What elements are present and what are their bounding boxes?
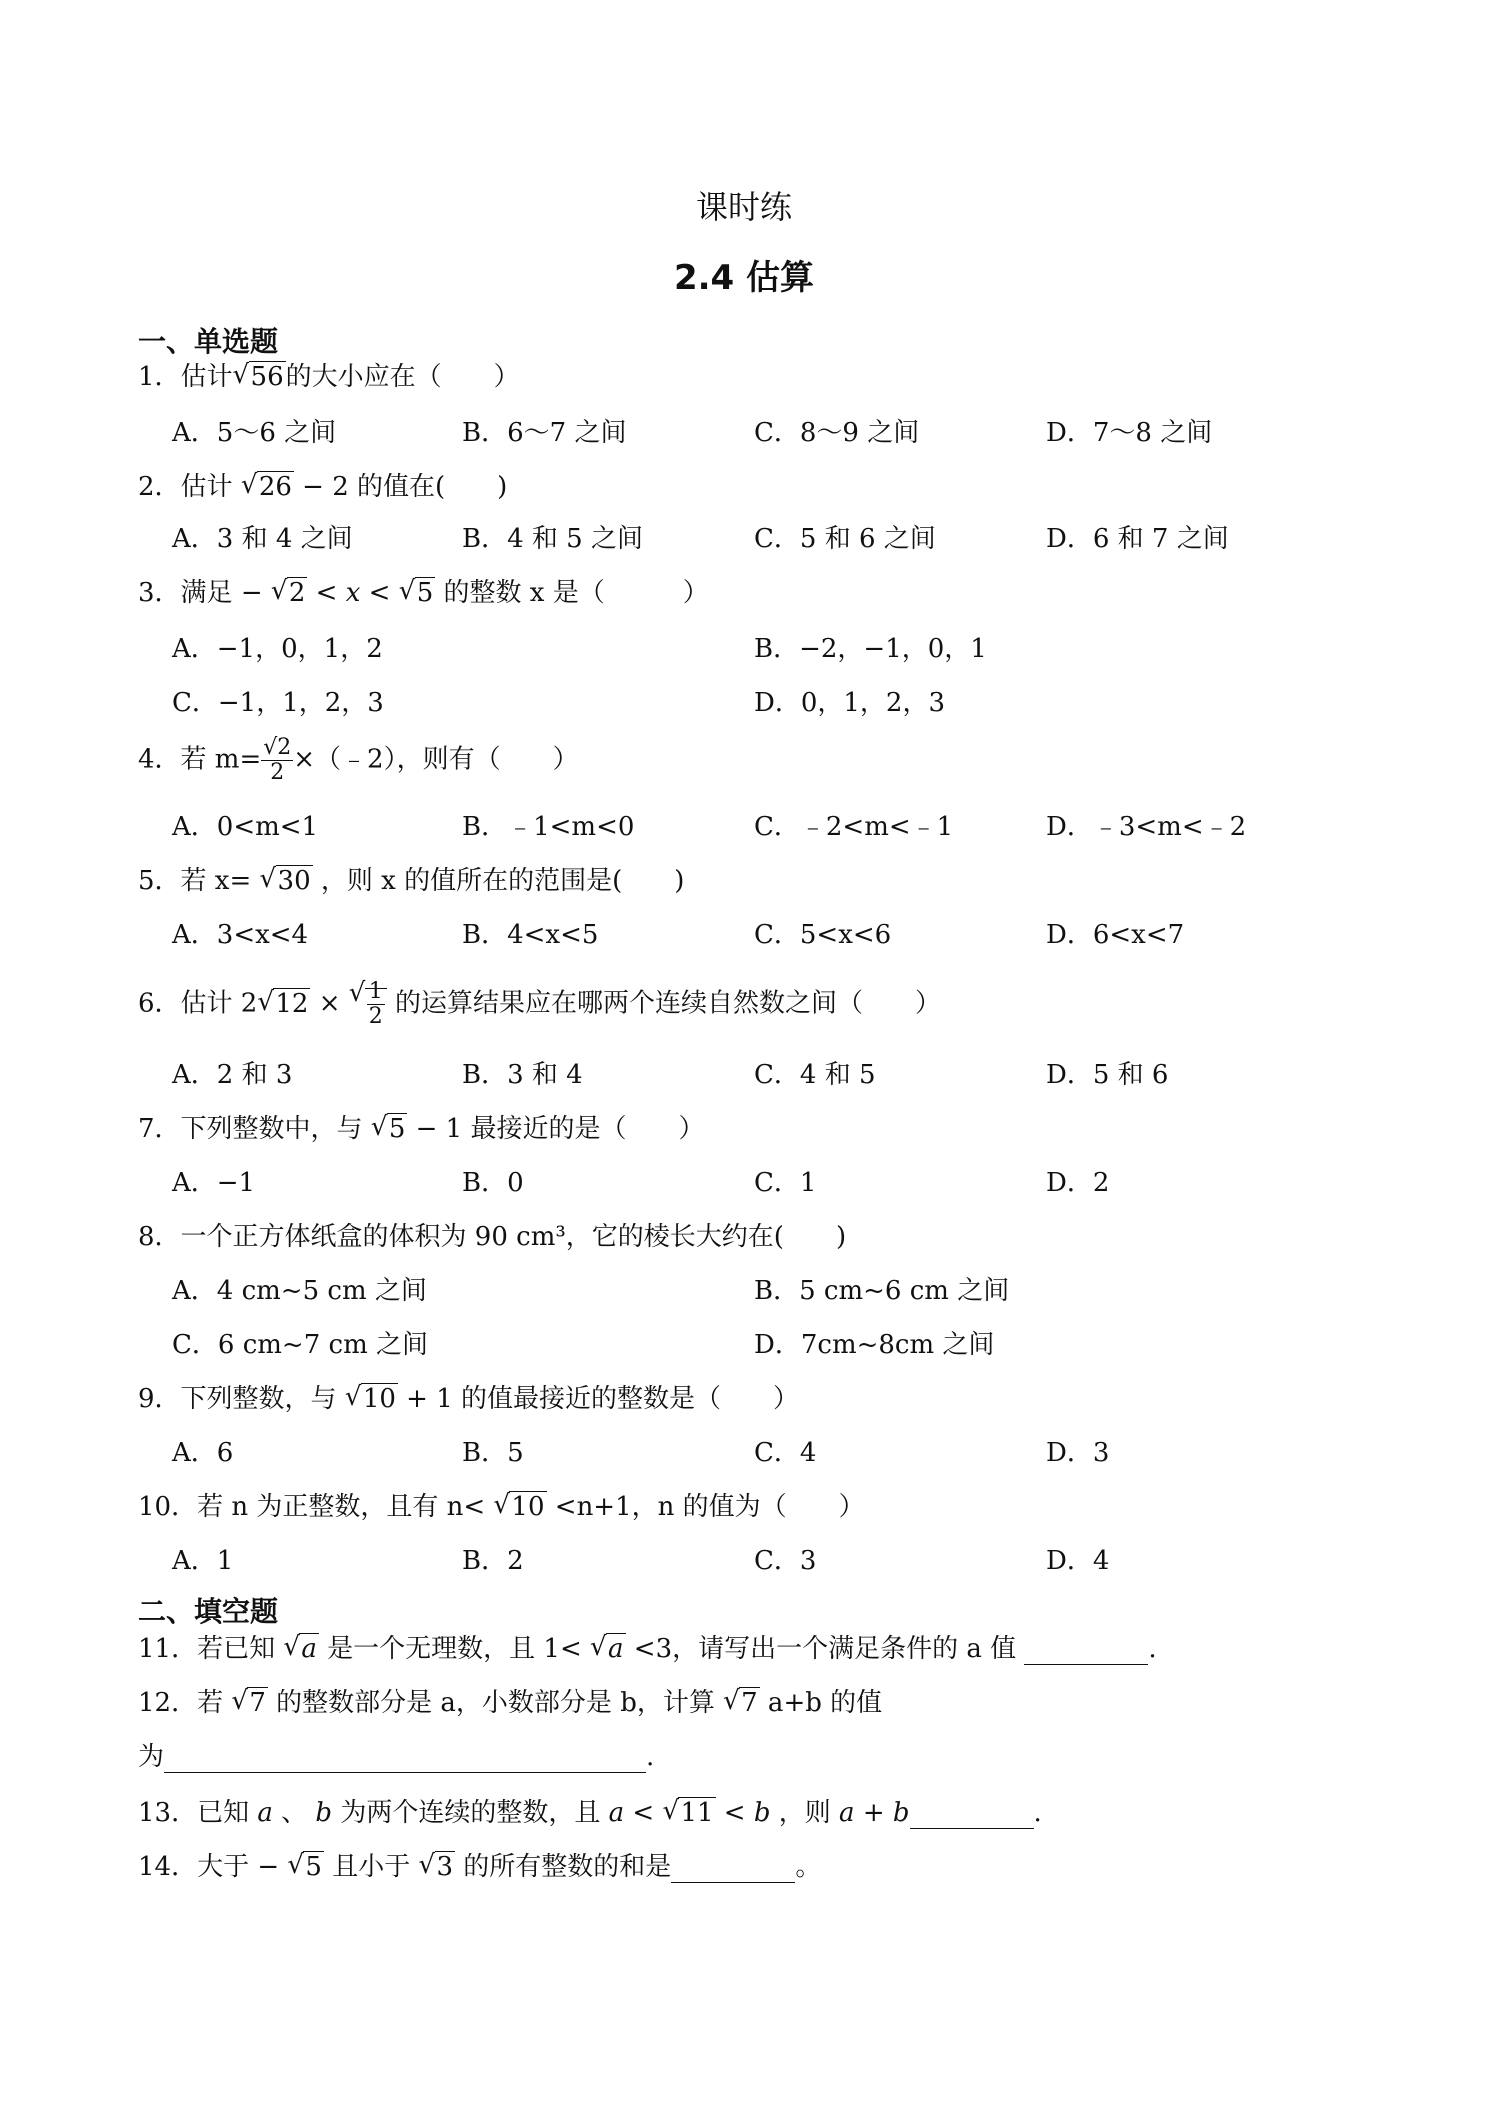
q6-sqrt-frac bbox=[349, 980, 387, 1029]
q7-option-a[interactable]: A．−1 bbox=[172, 1168, 256, 1198]
q10-pre: 10．若 n 为正整数，且有 n< bbox=[138, 1492, 494, 1522]
q14-pre: 14．大于 bbox=[138, 1852, 258, 1882]
q7-option-d[interactable]: D．2 bbox=[1046, 1168, 1110, 1198]
q6-option-d[interactable]: D．5 和 6 bbox=[1046, 1060, 1169, 1090]
q4-numerator: √2 bbox=[263, 735, 292, 760]
q10-sqrt bbox=[493, 1492, 546, 1522]
question-5 bbox=[138, 860, 684, 897]
q6-times: × bbox=[310, 988, 349, 1019]
q9-sqrt bbox=[345, 1384, 398, 1414]
q3-sqrt-2 bbox=[399, 578, 436, 608]
q11-sqrt-1 bbox=[283, 1634, 319, 1664]
q14-answer-blank[interactable] bbox=[671, 1852, 795, 1883]
q13-mid: 为两个连续的整数，且 bbox=[332, 1798, 609, 1828]
q13-var-a2: a bbox=[608, 1798, 625, 1828]
q5-option-d[interactable]: D．6<x<7 bbox=[1046, 920, 1185, 950]
q12-radicand-1: 7 bbox=[249, 1688, 266, 1718]
q5-radicand: 30 bbox=[277, 866, 311, 896]
q12-line2: 为 bbox=[138, 1742, 165, 1772]
question-11 bbox=[138, 1628, 1157, 1665]
q13-radicand: 11 bbox=[680, 1798, 714, 1828]
question-2 bbox=[138, 466, 507, 503]
q3-radicand-2: 5 bbox=[416, 578, 434, 608]
q5-post: ，则 x 的值所在的范围是( ) bbox=[312, 866, 685, 896]
q2-pre: 2．估计 bbox=[138, 472, 241, 502]
q7-option-b[interactable]: B．0 bbox=[462, 1168, 524, 1198]
q3-option-a[interactable]: A．−1，0，1，2 bbox=[172, 634, 383, 664]
q4-denominator: 2 bbox=[270, 760, 285, 786]
question-4 bbox=[138, 736, 579, 785]
q10-radicand: 10 bbox=[511, 1492, 545, 1522]
q13-end: . bbox=[1033, 1798, 1042, 1828]
q11-mid: 是一个无理数，且 1< bbox=[318, 1634, 590, 1664]
q14-radicand-1: 5 bbox=[305, 1852, 322, 1882]
q2-sqrt bbox=[241, 472, 294, 502]
q9-option-b[interactable]: B．5 bbox=[462, 1438, 524, 1468]
q10-option-c[interactable]: C．3 bbox=[754, 1546, 817, 1576]
q10-option-a[interactable]: A．1 bbox=[172, 1546, 234, 1576]
q11-post: <3，请写出一个满足条件的 a 值 bbox=[625, 1634, 1025, 1664]
q5-option-a[interactable]: A．3<x<4 bbox=[172, 920, 309, 950]
question-12-line-2 bbox=[138, 1736, 654, 1773]
q13-sep: 、 bbox=[272, 1798, 316, 1828]
q12-pre: 12．若 bbox=[138, 1688, 232, 1718]
q6-option-c[interactable]: C．4 和 5 bbox=[754, 1060, 876, 1090]
q13-lt: < bbox=[624, 1798, 663, 1828]
question-3 bbox=[138, 572, 709, 609]
q5-option-b[interactable]: B．4<x<5 bbox=[462, 920, 599, 950]
question-12 bbox=[138, 1682, 882, 1719]
q4-option-b[interactable]: B．﹣1<m<0 bbox=[462, 812, 635, 842]
q6-sqrt bbox=[257, 989, 310, 1019]
q5-sqrt bbox=[260, 866, 313, 896]
question-7 bbox=[138, 1108, 704, 1145]
q3-pre: 3．满足 bbox=[138, 578, 241, 608]
section-single-choice: 一、单选题 bbox=[138, 325, 279, 358]
q5-option-c[interactable]: C．5<x<6 bbox=[754, 920, 892, 950]
q9-post: + 1 的值最接近的整数是（ ） bbox=[397, 1384, 800, 1414]
q7-radicand: 5 bbox=[388, 1114, 406, 1144]
q2-option-b[interactable]: B．4 和 5 之间 bbox=[462, 524, 643, 554]
q11-answer-blank[interactable] bbox=[1024, 1634, 1148, 1665]
q10-option-b[interactable]: B．2 bbox=[462, 1546, 524, 1576]
q14-sqrt-2 bbox=[419, 1852, 456, 1882]
q12-post: a+b 的值 bbox=[759, 1688, 883, 1718]
section-fill-in: 二、填空题 bbox=[138, 1595, 279, 1628]
q13-pre: 13．已知 bbox=[138, 1798, 258, 1828]
page-title: 课时练 bbox=[695, 188, 792, 226]
q9-pre: 9．下列整数，与 bbox=[138, 1384, 345, 1414]
question-6 bbox=[138, 980, 941, 1029]
q13-sum: a + b bbox=[839, 1798, 910, 1828]
q6-pre: 6．估计 2 bbox=[138, 988, 258, 1019]
q3-option-d[interactable]: D．0，1，2，3 bbox=[754, 688, 946, 718]
q14-neg: − bbox=[257, 1852, 288, 1882]
q11-radicand-1: a bbox=[301, 1634, 317, 1664]
q2-radicand: 26 bbox=[258, 472, 292, 502]
q1-option-b[interactable]: B．6～7 之间 bbox=[462, 418, 627, 448]
q13-sqrt bbox=[662, 1798, 715, 1828]
q1-radicand: 56 bbox=[250, 362, 284, 392]
q13-var-a: a bbox=[257, 1798, 273, 1828]
q8-option-c[interactable]: C．6 cm~7 cm 之间 bbox=[172, 1330, 428, 1360]
q7-option-c[interactable]: C．1 bbox=[754, 1168, 817, 1198]
q12-sqrt-1 bbox=[231, 1688, 268, 1718]
q12-sqrt-2 bbox=[723, 1688, 760, 1718]
q14-mid: 且小于 bbox=[323, 1852, 419, 1882]
q13-lt2: < bbox=[715, 1798, 754, 1828]
q6-option-a[interactable]: A．2 和 3 bbox=[172, 1060, 293, 1090]
q1-sqrt bbox=[233, 362, 286, 392]
q8-option-a[interactable]: A．4 cm~5 cm 之间 bbox=[172, 1276, 427, 1306]
q1-post: 的大小应在（ ） bbox=[285, 362, 520, 392]
q1-pre: 1．估计 bbox=[138, 362, 233, 392]
q2-post: − 2 的值在( ) bbox=[293, 472, 508, 502]
q9-option-c[interactable]: C．4 bbox=[754, 1438, 817, 1468]
q7-sqrt bbox=[371, 1114, 408, 1144]
question-13 bbox=[138, 1792, 1042, 1829]
q5-pre: 5．若 x= bbox=[138, 866, 260, 896]
q1-option-a[interactable]: A．5～6 之间 bbox=[172, 418, 337, 448]
q7-pre: 7．下列整数中，与 bbox=[138, 1114, 371, 1144]
q9-option-a[interactable]: A．6 bbox=[172, 1438, 234, 1468]
q4-option-a[interactable]: A．0<m<1 bbox=[172, 812, 319, 842]
q2-option-a[interactable]: A．3 和 4 之间 bbox=[172, 524, 353, 554]
lesson-title: 2.4 估算 bbox=[673, 258, 815, 298]
q4-option-d[interactable]: D．﹣3<m<﹣2 bbox=[1046, 812, 1247, 842]
question-8: 8．一个正方体纸盒的体积为 90 cm³，它的棱长大约在( ) bbox=[138, 1222, 847, 1252]
q4-fraction bbox=[261, 736, 293, 785]
q2-option-d[interactable]: D．6 和 7 之间 bbox=[1046, 524, 1229, 554]
q6-fraction bbox=[367, 980, 385, 1029]
q6-numerator: √ 1 bbox=[368, 979, 383, 1004]
q11-sqrt-2 bbox=[590, 1634, 626, 1664]
q6-denominator: 2 bbox=[368, 1004, 383, 1030]
q13-mid2: ，则 bbox=[770, 1798, 840, 1828]
q7-post: − 1 最接近的是（ ） bbox=[407, 1114, 705, 1144]
q13-var-b: b bbox=[315, 1798, 333, 1828]
q2-option-c[interactable]: C．5 和 6 之间 bbox=[754, 524, 936, 554]
q4-post: ×（﹣2），则有（ ） bbox=[293, 744, 579, 775]
question-9 bbox=[138, 1378, 799, 1415]
q3-math-neg: − bbox=[240, 578, 271, 608]
q14-end: 。 bbox=[795, 1852, 822, 1882]
q13-answer-blank[interactable] bbox=[910, 1798, 1034, 1829]
question-1 bbox=[138, 356, 520, 393]
q10-option-d[interactable]: D．4 bbox=[1046, 1546, 1110, 1576]
q4-pre: 4．若 m= bbox=[138, 744, 262, 775]
q3-option-c[interactable]: C．−1，1，2，3 bbox=[172, 688, 384, 718]
q3-sqrt-1 bbox=[271, 578, 308, 608]
q6-option-b[interactable]: B．3 和 4 bbox=[462, 1060, 583, 1090]
q12-radicand-2: 7 bbox=[741, 1688, 758, 1718]
q1-option-d[interactable]: D．7～8 之间 bbox=[1046, 418, 1213, 448]
q9-radicand: 10 bbox=[362, 1384, 396, 1414]
q3-math-ineq: < x < bbox=[307, 578, 399, 608]
q14-sqrt-1 bbox=[287, 1852, 324, 1882]
q14-post: 的所有整数的和是 bbox=[455, 1852, 672, 1882]
q9-option-d[interactable]: D．3 bbox=[1046, 1438, 1110, 1468]
q11-end: . bbox=[1148, 1634, 1157, 1664]
q10-post: <n+1，n 的值为（ ） bbox=[546, 1492, 865, 1522]
q12-mid: 的整数部分是 a，小数部分是 b，计算 bbox=[267, 1688, 724, 1718]
question-10 bbox=[138, 1486, 865, 1523]
q3-option-b[interactable]: B．−2，−1，0，1 bbox=[754, 634, 987, 664]
q1-option-c[interactable]: C．8～9 之间 bbox=[754, 418, 920, 448]
question-14 bbox=[138, 1846, 821, 1883]
q4-option-c[interactable]: C．﹣2<m<﹣1 bbox=[754, 812, 954, 842]
q3-post: 的整数 x 是（ ） bbox=[435, 578, 709, 608]
q3-radicand-1: 2 bbox=[288, 578, 306, 608]
q13-var-b2: b bbox=[753, 1798, 771, 1828]
q14-radicand-2: 3 bbox=[436, 1852, 454, 1882]
q11-radicand-2: a bbox=[608, 1634, 624, 1664]
q11-pre: 11．若已知 bbox=[138, 1634, 284, 1664]
q12-end: . bbox=[646, 1742, 655, 1772]
q6-post: 的运算结果应在哪两个连续自然数之间（ ） bbox=[386, 988, 942, 1019]
q12-answer-blank[interactable] bbox=[164, 1742, 646, 1773]
q8-option-d[interactable]: D．7cm~8cm 之间 bbox=[754, 1330, 995, 1360]
q8-option-b[interactable]: B．5 cm~6 cm 之间 bbox=[754, 1276, 1010, 1306]
q6-radicand: 12 bbox=[275, 988, 309, 1019]
